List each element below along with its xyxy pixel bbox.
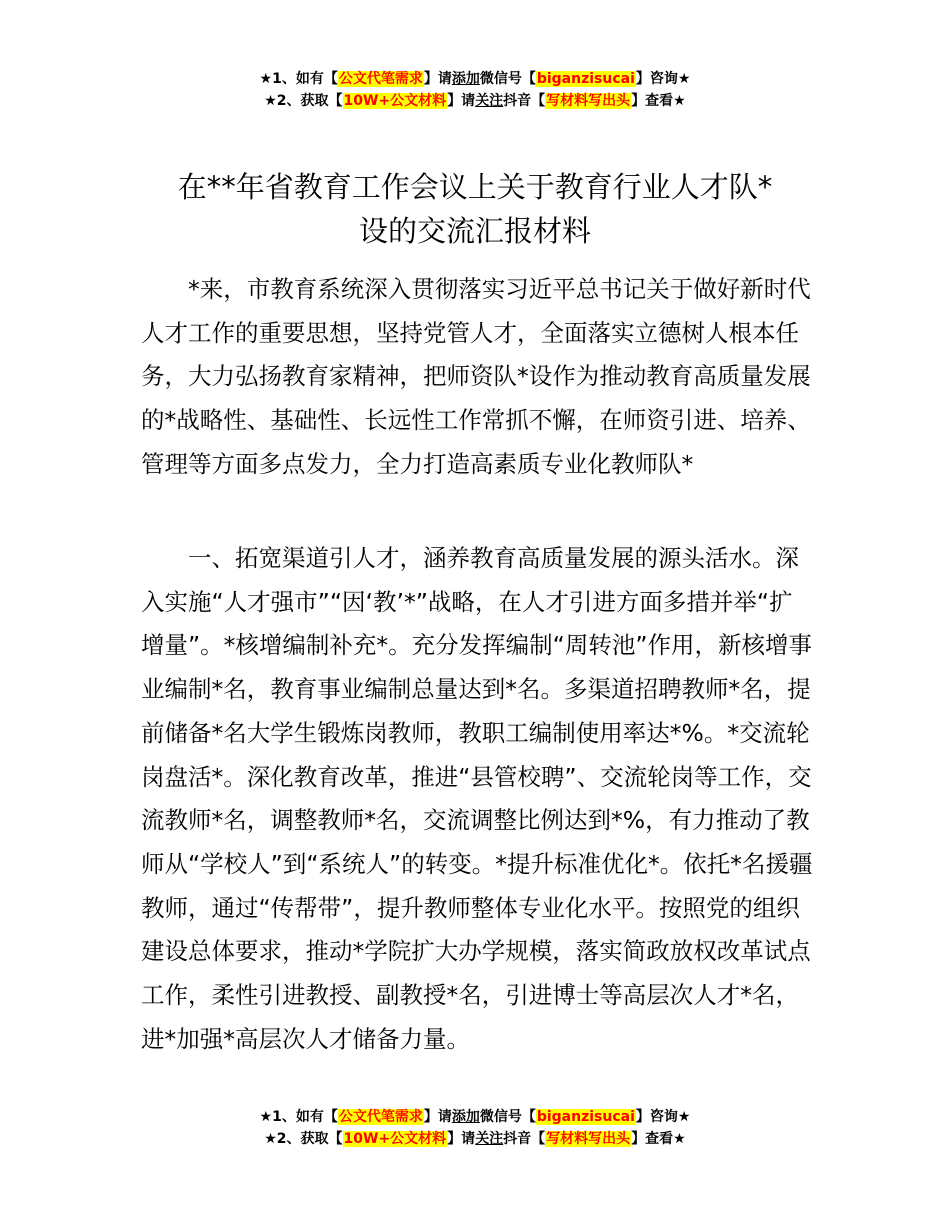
paragraph-intro-text: *来，市教育系统深入贯彻落实习近平总书记关于做好新时代人才工作的重要思想，坚持党管人才，全面落实立德树人根本任务，大力弘扬教育家精神，把师资队*设作为推动教育高质量发展的*战略性、基础性、长远性工作常抓不懈，在师资引进、培养、管理等方面多点发力，全力打造高素质专业化教师队* [141, 275, 811, 478]
ad-line-2-underlined: 关注 [475, 93, 504, 109]
ad-highlight-ghostwriting-bottom: 公文代笔需求 [338, 1109, 423, 1125]
ad-line-1-bottom [0, 1106, 950, 1128]
ad-line-1-underlined: 添加 [451, 71, 480, 87]
ad-line-2 [0, 90, 950, 112]
top-ad-banner [0, 68, 950, 112]
ad-line-2-prefix: ★2、获取【 [264, 93, 343, 109]
ad-line-2-mid1-bottom: 】请 [447, 1131, 476, 1147]
ad-line-1-mid2: 微信号【 [479, 71, 536, 87]
title-line-2: 设的交流汇报材料 [358, 214, 591, 248]
ad-line-2-suffix: 】查看★ [631, 93, 686, 109]
paragraph-section-1 [141, 537, 813, 1061]
ad-highlight-ghostwriting: 公文代笔需求 [338, 71, 423, 87]
document-title [100, 165, 850, 253]
ad-line-1-suffix-bottom: 】咨询★ [635, 1109, 691, 1125]
ad-highlight-wechat-id-bottom: biganzisucai [536, 1109, 635, 1125]
ad-line-1-mid1: 】请 [423, 71, 452, 87]
ad-line-2-prefix-bottom: ★2、获取【 [264, 1131, 343, 1147]
ad-line-2-underlined-bottom: 关注 [475, 1131, 504, 1147]
ad-highlight-materials-bottom: 10W+公文材料 [343, 1131, 447, 1147]
title-line-1: 在**年省教育工作会议上关于教育行业人才队* [177, 170, 773, 204]
ad-line-1-prefix-bottom: ★1、如有【 [259, 1109, 338, 1125]
ad-highlight-materials: 10W+公文材料 [343, 93, 447, 109]
bottom-ad-banner [0, 1106, 950, 1150]
ad-line-1-mid1-bottom: 】请 [423, 1109, 452, 1125]
ad-line-2-bottom [0, 1128, 950, 1150]
ad-line-2-suffix-bottom: 】查看★ [631, 1131, 686, 1147]
ad-highlight-douyin: 写材料写出头 [546, 93, 631, 109]
ad-line-1-prefix: ★1、如有【 [259, 71, 338, 87]
ad-line-2-mid2: 抖音【 [503, 93, 546, 109]
paragraph-section-1-text: 一、拓宽渠道引人才，涵养教育高质量发展的源头活水。深入实施“人才强市”“因‘教’*”战略，在人才引进方面多措并举“扩增量”。*核增编制补充*。充分发挥编制“周转池”作用，新核增事业编制*名，教育事业编制总量达到*名。多渠道招聘教师*名，提前储备*名大学生锻炼岗教师，教职工编制使用率达*%。*交流轮岗盘活*。深化教育改革，推进“县管校聘”、交流轮岗等工作，交流教师*名，调整教师*名，交流调整比例达到*%，有力推动了教师从“学校人”到“系统人”的转变。*提升标准优化*。依托*名援疆教师，通过“传帮带”，提升教师整体专业化水平。按照党的组织建设总体要求，推动*学院扩大办学规模，落实简政放权改革试点工作，柔性引进教授、副教授*名，引进博士等高层次人才*名，进*加强*高层次人才储备力量。 [141, 544, 813, 1053]
ad-line-2-mid2-bottom: 抖音【 [503, 1131, 546, 1147]
ad-highlight-wechat-id: biganzisucai [536, 71, 635, 87]
ad-line-1 [0, 68, 950, 90]
paragraph-intro [141, 268, 813, 487]
ad-highlight-douyin-bottom: 写材料写出头 [546, 1131, 631, 1147]
ad-line-2-mid1: 】请 [447, 93, 476, 109]
ad-line-1-mid2-bottom: 微信号【 [479, 1109, 536, 1125]
ad-line-1-underlined-bottom: 添加 [451, 1109, 480, 1125]
ad-line-1-suffix: 】咨询★ [635, 71, 691, 87]
